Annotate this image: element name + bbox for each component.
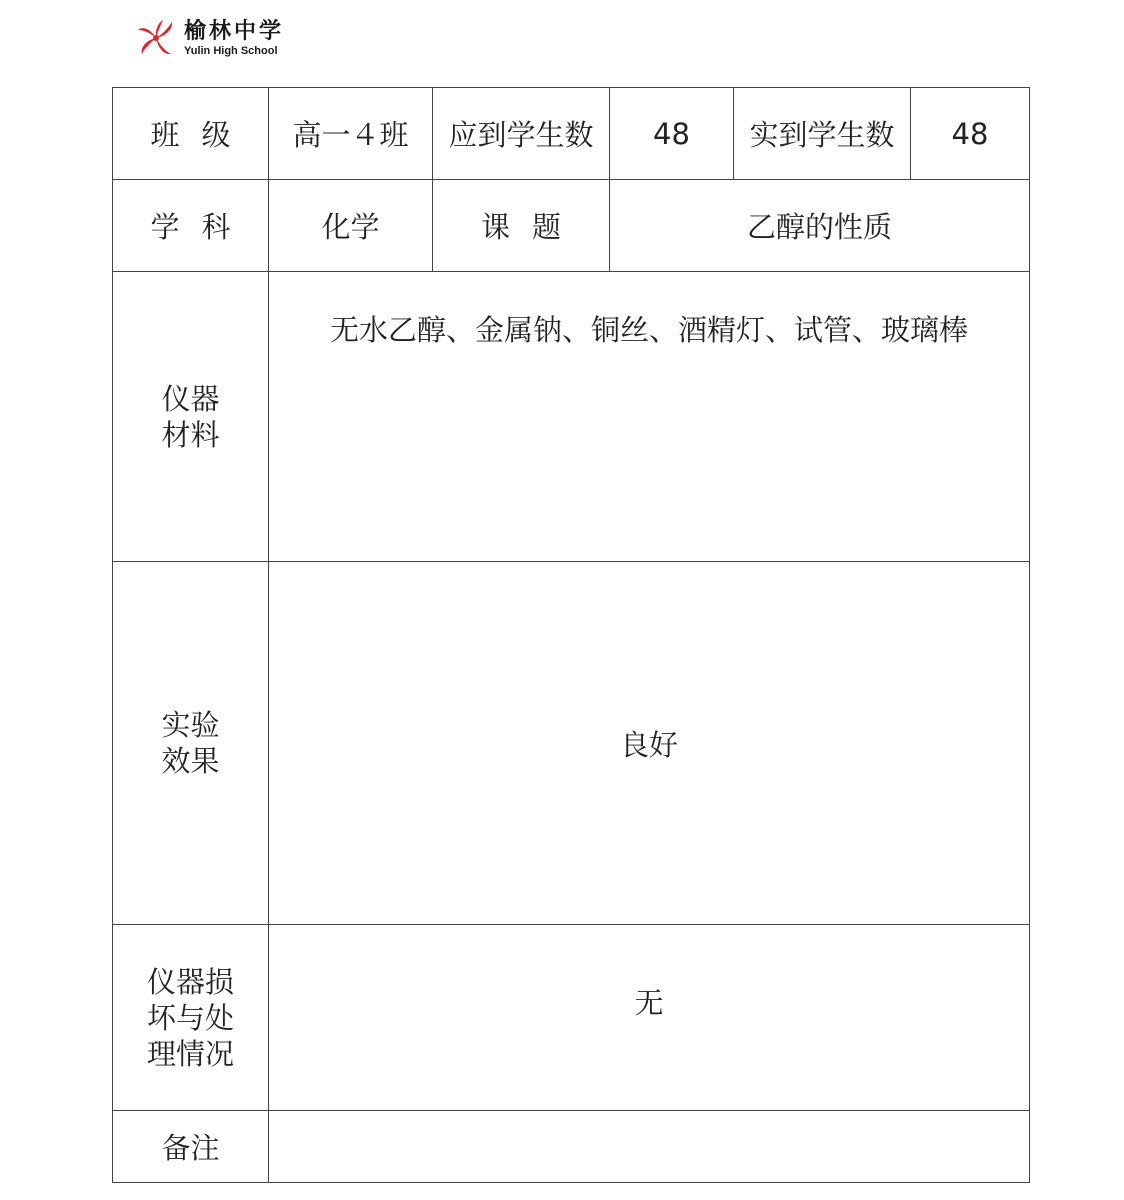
damage-value: 无 — [269, 925, 1030, 1111]
result-label-line2: 效果 — [161, 744, 220, 778]
damage-label — [113, 925, 269, 1111]
result-label-line1: 实验 — [161, 708, 220, 742]
subject-value: 化学 — [269, 180, 433, 272]
class-value: 高一４班 — [269, 88, 433, 180]
school-logo — [136, 16, 284, 60]
damage-label-line3: 理情况 — [146, 1036, 234, 1071]
result-row — [113, 562, 1030, 925]
topic-label: 课题 — [433, 180, 610, 272]
damage-label-line2: 坏与处 — [146, 1000, 234, 1035]
subject-row — [113, 180, 1030, 272]
remarks-label: 备注 — [113, 1111, 269, 1183]
actual-students-label: 实到学生数 — [734, 88, 911, 180]
expected-students-value: 48 — [610, 88, 734, 180]
materials-label-line2: 材料 — [161, 417, 220, 452]
materials-value: 无水乙醇、金属钠、铜丝、酒精灯、试管、玻璃棒 — [269, 272, 1030, 562]
topic-value: 乙醇的性质 — [610, 180, 1030, 272]
result-value: 良好 — [269, 562, 1030, 925]
school-name-cn: 榆林中学 — [184, 17, 285, 44]
result-label — [113, 562, 269, 925]
class-label: 班级 — [113, 88, 269, 180]
materials-label-line1: 仪器 — [161, 381, 220, 416]
school-emblem-icon — [136, 18, 176, 58]
subject-label: 学科 — [113, 180, 269, 272]
actual-students-value: 48 — [911, 88, 1030, 180]
experiment-record-table — [112, 87, 1030, 1183]
expected-students-label: 应到学生数 — [433, 88, 610, 180]
school-name-en: Yulin High School — [184, 44, 278, 57]
damage-label-line1: 仪器损 — [146, 964, 234, 999]
remarks-value — [269, 1111, 1030, 1183]
materials-row — [113, 272, 1030, 562]
damage-row — [113, 925, 1030, 1111]
materials-label — [113, 272, 269, 562]
class-row — [113, 88, 1030, 180]
remarks-row — [113, 1111, 1030, 1183]
